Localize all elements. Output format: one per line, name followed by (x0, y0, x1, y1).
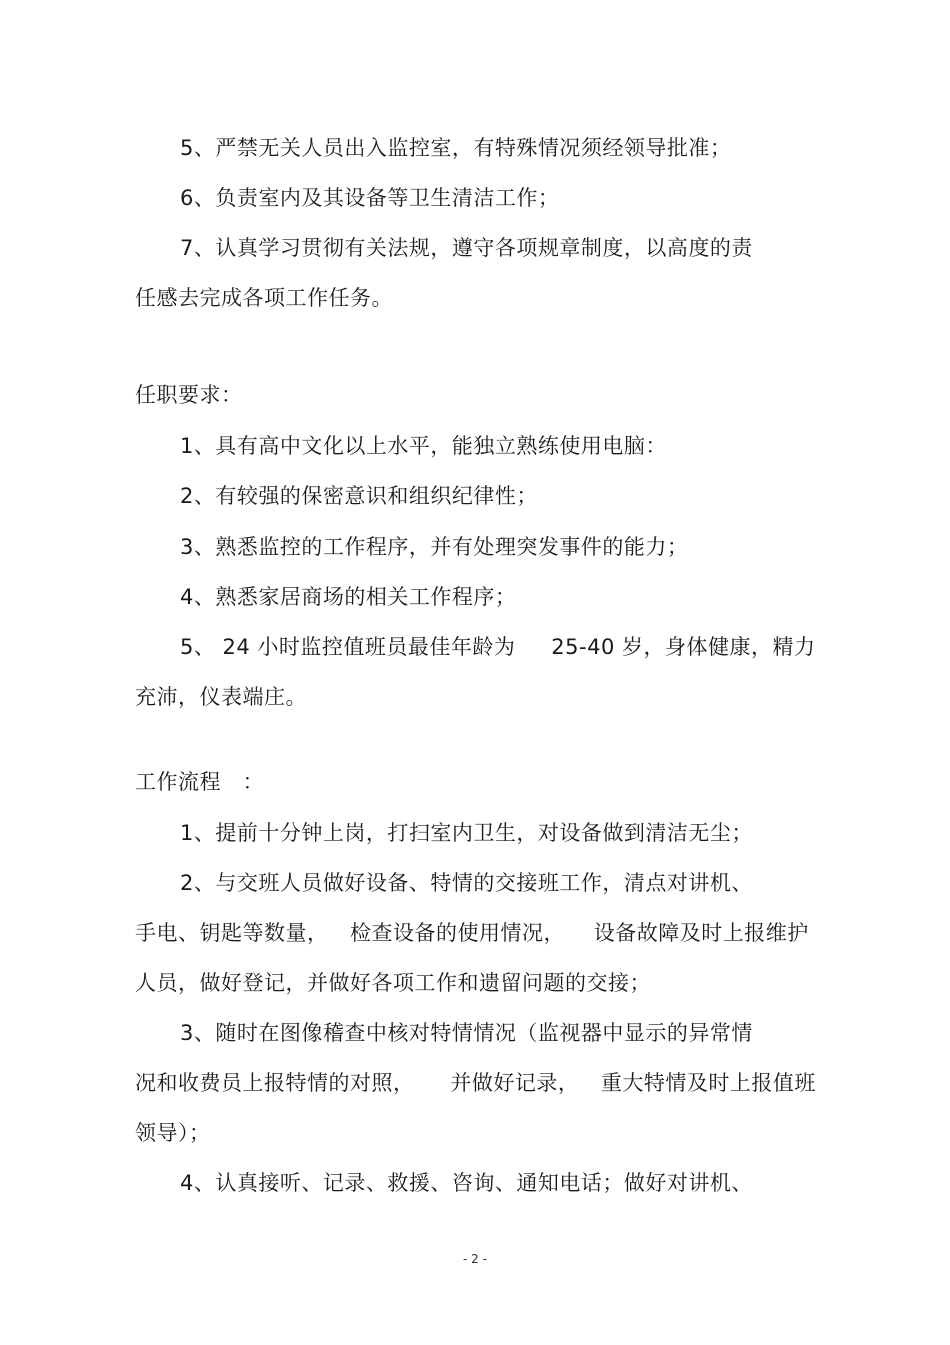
workflow-item-3-continued-b: 领导）； (135, 1121, 211, 1145)
duty-item-6: 6、负责室内及其设备等卫生清洁工作； (180, 186, 560, 210)
requirement-item-1: 1、具有高中文化以上水平，能独立熟练使用电脑： (180, 434, 667, 458)
duty-item-7: 7、认真学习贯彻有关法规，遵守各项规章制度，以高度的责 (180, 236, 753, 260)
workflow-item-2: 2、与交班人员做好设备、特情的交接班工作，清点对讲机、 (180, 871, 753, 895)
workflow-item-2-continued-a: 手电、钥匙等数量， 检查设备的使用情况， 设备故障及时上报维护 (135, 921, 809, 945)
section-heading-workflow: 工作流程 ： (135, 770, 265, 794)
section-heading-requirements: 任职要求： (135, 383, 243, 407)
requirement-item-5: 5、 24 小时监控值班员最佳年龄为 25-40 岁，身体健康，精力 (180, 635, 816, 659)
duty-item-7-continued: 任感去完成各项工作任务。 (135, 286, 393, 310)
workflow-item-3: 3、随时在图像稽查中核对特情情况（监视器中显示的异常情 (180, 1021, 753, 1045)
workflow-item-4: 4、认真接听、记录、救援、咨询、通知电话；做好对讲机、 (180, 1171, 753, 1195)
duty-item-5: 5、严禁无关人员出入监控室，有特殊情况须经领导批准； (180, 136, 732, 160)
workflow-item-1: 1、提前十分钟上岗，打扫室内卫生，对设备做到清洁无尘； (180, 821, 753, 845)
page-number: - 2 - (463, 1252, 487, 1266)
workflow-item-2-continued-b: 人员，做好登记，并做好各项工作和遗留问题的交接； (135, 971, 651, 995)
requirement-item-2: 2、有较强的保密意识和组织纪律性； (180, 484, 538, 508)
workflow-item-3-continued-a: 况和收费员上报特情的对照， 并做好记录， 重大特情及时上报值班 (135, 1071, 816, 1095)
requirement-item-4: 4、熟悉家居商场的相关工作程序； (180, 585, 517, 609)
requirement-item-3: 3、熟悉监控的工作程序，并有处理突发事件的能力； (180, 535, 689, 559)
requirement-item-5-continued: 充沛，仪表端庄。 (135, 685, 307, 709)
